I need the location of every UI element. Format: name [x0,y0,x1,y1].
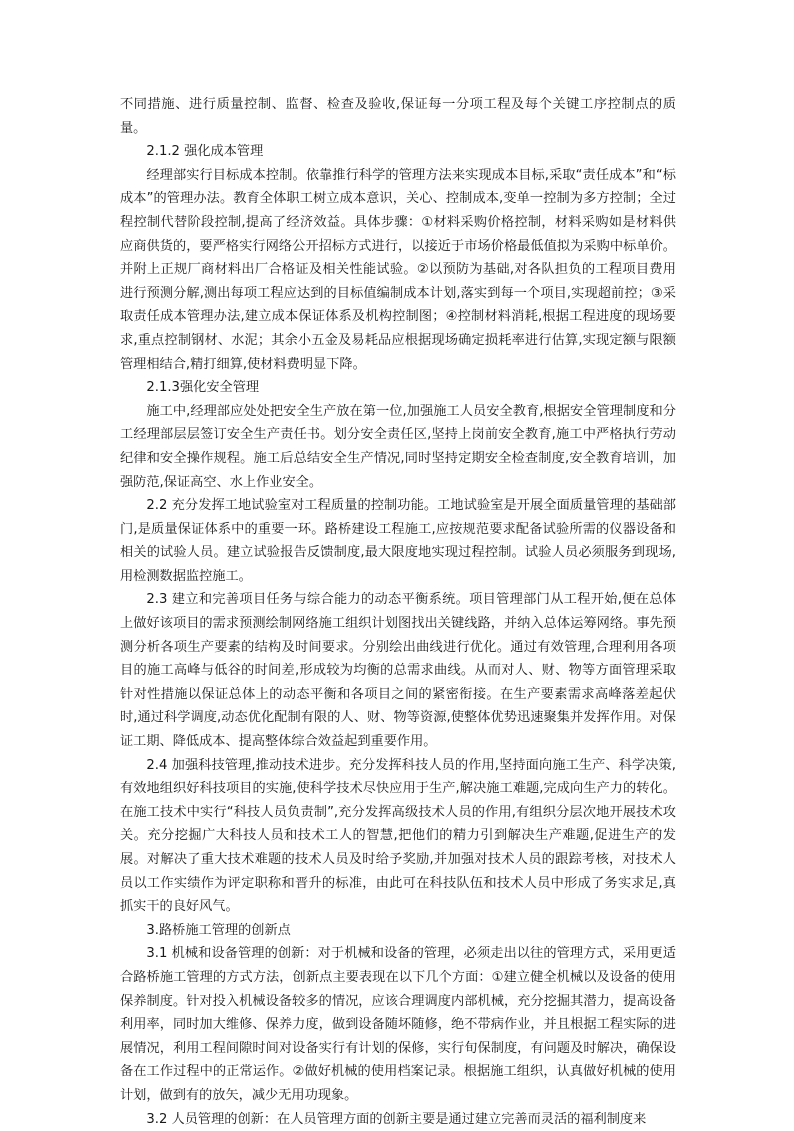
heading-cost-management: 2.1.2 强化成本管理 [146,144,264,160]
paragraph-quality-continuation: 不同措施、进行质量控制、监督、检查及验收,保证每一分项工程及每个关键工序控制点的质量。 [120,97,676,136]
paragraph-personnel-innovation: 3.2 人员管理的创新：在人员管理方面的创新主要是通过建立完善而灵活的福利制度来 [146,1111,647,1127]
paragraph-dynamic-balance: 2.3 建立和完善项目任务与综合能力的动态平衡系统。项目管理部门从工程开始,便在总体上做好该项目的需求预测绘制网络施工组织计划图找出关键线路，并纳入总体运筹网络。事先预测分析各项生产要素的结构及时间要求。分别绘出曲线进行优化。通过有效管理,合理利用各项目的施工高峰与低谷的时间差,形成较为均衡的总需求曲线。从而对人、财、物等方面管理采取针对性措施以保证总体上的动态平衡和各项目之间的紧密衔接。在生产要素需求高峰落差起伏时,通过科学调度,动态优化配制有限的人、财、物等资源,使整体优势迅速聚集并发挥作用。对保证工期、降低成本、提高整体综合效益起到重要作用。 [120,592,676,750]
paragraph-cost-management: 经理部实行目标成本控制。依靠推行科学的管理方法来实现成本目标,采取“责任成本”和“标成本”的管理办法。教育全体职工树立成本意识，关心、控制成本,变单一控制为多方控制；全过程控制代替阶段控制,提高了经济效益。具体步骤：①材料采购价格控制，材料采购如是材料供应商供货的，要严格实行网络公开招标方式进行，以接近于市场价格最低值拟为采购中标单价。并附上正规厂商材料出厂合格证及相关性能试验。②以预防为基础,对各队担负的工程项目费用进行预测分解,测出每项工程应达到的目标值编制成本计划,落实到每一个项目,实现超前控；③采取责任成本管理办法,建立成本保证体系及机构控制图；④控制材料消耗,根据工程进度的现场要求,重点控制钢材、水泥；其余小五金及易耗品应根据现场确定损耗率进行估算,实现定额与限额管理相结合,精打细算,使材料费明显下降。 [120,167,676,372]
paragraph-equipment-innovation: 3.1 机械和设备管理的创新：对于机械和设备的管理，必须走出以往的管理方式，采用更适合路桥施工管理的方式方法，创新点主要表现在以下几个方面：①建立健全机械以及设备的使用保养制度。针对投入机械设备较多的情况，应该合理调度内部机械，充分挖掘其潜力，提高设备利用率，同时加大维修、保养力度，做到设备随坏随修，绝不带病作业，并且根据工程实际的进展情况，利用工程间隙时间对设备实行有计划的保修，实行旬保制度，有问题及时解决，确保设备在工作过程中的正常运作。②做好机械的使用档案记录。根据施工组织，认真做好机械的使用计划，做到有的放矢，减少无用功现象。 [120,946,676,1103]
document-page [120,93,676,1131]
paragraph-lab-control: 2.2 充分发挥工地试验室对工程质量的控制功能。工地试验室是开展全面质量管理的基础部门,是质量保证体系中的重要一环。路桥建设工程施工,应按规范要求配备试验所需的仪器设备和相关的试验人员。建立试验报告反馈制度,最大限度地实现过程控制。试验人员必须服务到现场,用检测数据监控施工。 [120,498,676,584]
paragraph-technology-management: 2.4 加强科技管理,推动技术进步。充分发挥科技人员的作用,坚持面向施工生产、科学决策,有效地组织好科技项目的实施,使科学技术尽快应用于生产,解决施工难题,完成向生产力的转化。在施工技术中实行“科技人员负责制”,充分发挥高级技术人员的作用,有组织分层次地开展技术攻关。充分挖掘广大科技人员和技术工人的智慧,把他们的精力引到解决生产难题,促进生产的发展。对解决了重大技术难题的技术人员及时给予奖励,并加强对技术人员的跟踪考核，对技术人员以工作实绩作为评定职称和晋升的标准，由此可在科技队伍和技术人员中形成了务实求足,真抓实干的良好风气。 [120,757,676,915]
paragraph-safety-management: 施工中,经理部应处处把安全生产放在第一位,加强施工人员安全教育,根据安全管理制度和分工经理部层层签订安全生产责任书。划分安全责任区,坚持上岗前安全教育,施工中严格执行劳动纪律和安全操作规程。施工后总结安全生产情况,同时坚持定期安全检查制度,安全教育培训，加强防范,保证高空、水上作业安全。 [120,403,676,490]
heading-safety-management: 2.1.3强化安全管理 [146,380,260,396]
heading-innovation-points: 3.路桥施工管理的创新点 [146,922,291,938]
